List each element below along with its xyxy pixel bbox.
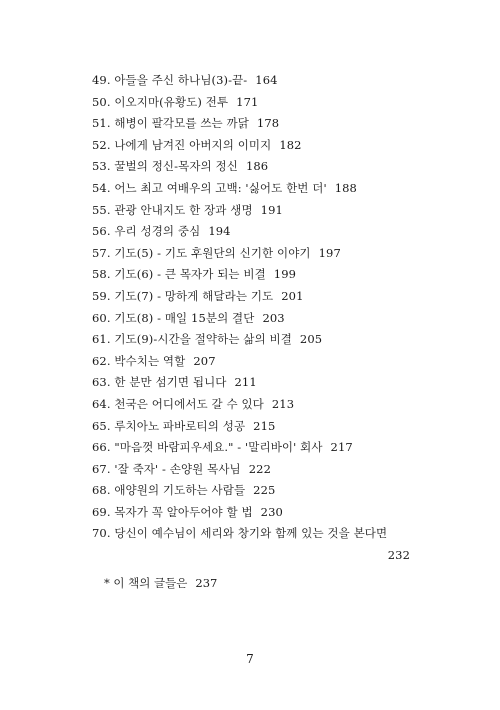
toc-entry xyxy=(92,264,422,286)
toc-entry-page: 203 xyxy=(262,310,285,325)
toc-entry xyxy=(92,437,422,459)
toc-entry-title: 67. '잘 죽자' - 손양원 목사님 xyxy=(92,461,241,476)
toc-entry-title: 70. 당신이 예수님이 세리와 창기와 함께 있는 것을 본다면 xyxy=(92,526,388,541)
toc-entry xyxy=(92,372,422,394)
toc-entry xyxy=(92,394,422,416)
toc-entry xyxy=(92,286,422,308)
toc-entry-page: 197 xyxy=(318,245,341,260)
toc-entry-page: 178 xyxy=(256,116,280,131)
toc-entry-title: 66. "마음껏 바람피우세요." - '말리바이' 회사 xyxy=(92,440,323,455)
toc-entry-page: 217 xyxy=(330,440,353,455)
toc-entry-title: 62. 박수치는 역할 xyxy=(92,353,186,368)
toc-entry-title: 51. 해병이 팔각모를 쓰는 까닭 xyxy=(92,116,249,131)
toc-entry xyxy=(92,200,422,222)
toc-entry-title: 52. 나에게 남겨진 아버지의 이미지 xyxy=(92,137,272,152)
toc-entry-title: 64. 천국은 어디에서도 갈 수 있다 xyxy=(92,396,264,411)
toc-entry-page: 164 xyxy=(255,73,278,87)
toc-entry xyxy=(92,92,422,114)
toc-entry xyxy=(92,329,422,351)
toc-entry-title: 61. 기도(9)-시간을 절약하는 삶의 비결 xyxy=(92,332,292,347)
toc-entry-page: 207 xyxy=(193,353,216,368)
toc-entry-page: 199 xyxy=(273,267,297,282)
toc-note-title: * 이 책의 글들은 xyxy=(104,576,188,590)
toc-note xyxy=(104,575,217,591)
toc-entry-title: 59. 기도(7) - 망하게 해달라는 기도 xyxy=(92,288,274,303)
toc-entry-title: 55. 관광 안내지도 한 장과 생명 xyxy=(92,202,253,217)
toc-entry xyxy=(92,502,422,524)
toc-entry-page: 222 xyxy=(248,461,272,476)
toc-entry-page: 211 xyxy=(234,375,257,390)
toc-entry-page: 188 xyxy=(334,180,357,195)
toc-entry xyxy=(92,70,422,92)
toc-entry-title: 50. 이오지마(유황도) 전투 xyxy=(92,94,229,109)
toc-entry-title: 54. 어느 최고 여배우의 고백: '싫어도 한번 더' xyxy=(92,180,327,195)
toc-entry-title: 60. 기도(8) - 매일 15분의 결단 xyxy=(92,310,255,325)
toc-entry xyxy=(92,178,422,200)
toc-entry-title: 65. 루치아노 파바로티의 성공 xyxy=(92,418,246,433)
toc-entry xyxy=(92,243,422,265)
toc-entry-page: 230 xyxy=(260,504,283,519)
toc-entry-title: 57. 기도(5) - 기도 후원단의 신기한 이야기 xyxy=(92,245,311,260)
toc-entry xyxy=(92,113,422,135)
toc-entry-title: 49. 아들을 주신 하나님(3)-끝- xyxy=(92,73,248,87)
toc-entry-page: 215 xyxy=(253,418,276,433)
toc-entry xyxy=(92,221,422,243)
toc-entry-title: 56. 우리 성경의 중심 xyxy=(92,224,201,239)
toc-entry-page: 186 xyxy=(245,159,269,174)
toc-entry-page: 232 xyxy=(387,548,410,563)
toc-entry-title: 69. 목자가 꼭 알아두어야 할 법 xyxy=(92,504,253,519)
toc-entry xyxy=(92,351,422,373)
toc-entry-title: 63. 한 분만 섬기면 됩니다 xyxy=(92,375,227,390)
toc-entry-title: 68. 애양원의 기도하는 사람들 xyxy=(92,483,246,498)
toc-entry-page: 201 xyxy=(281,288,304,303)
table-of-contents xyxy=(92,70,422,567)
toc-note-page: 237 xyxy=(195,576,218,590)
toc-entry-page: 225 xyxy=(253,483,276,498)
toc-entry-page: 191 xyxy=(260,202,283,217)
toc-entry xyxy=(92,459,422,481)
toc-entry xyxy=(92,480,422,502)
toc-entry xyxy=(92,135,422,157)
toc-entry-page: 182 xyxy=(279,137,302,152)
page-number: 7 xyxy=(246,652,254,666)
toc-entry xyxy=(92,523,422,566)
toc-entry-page: 194 xyxy=(208,224,231,239)
toc-entry-page: 205 xyxy=(299,332,323,347)
toc-entry-page: 171 xyxy=(236,94,259,109)
toc-entry-title: 53. 꿀벌의 정신-목자의 정신 xyxy=(92,159,238,174)
toc-entry xyxy=(92,416,422,438)
toc-entry-page: 213 xyxy=(271,396,295,411)
toc-entry-title: 58. 기도(6) - 큰 목자가 되는 비결 xyxy=(92,267,266,282)
toc-entry xyxy=(92,156,422,178)
toc-entry xyxy=(92,308,422,330)
